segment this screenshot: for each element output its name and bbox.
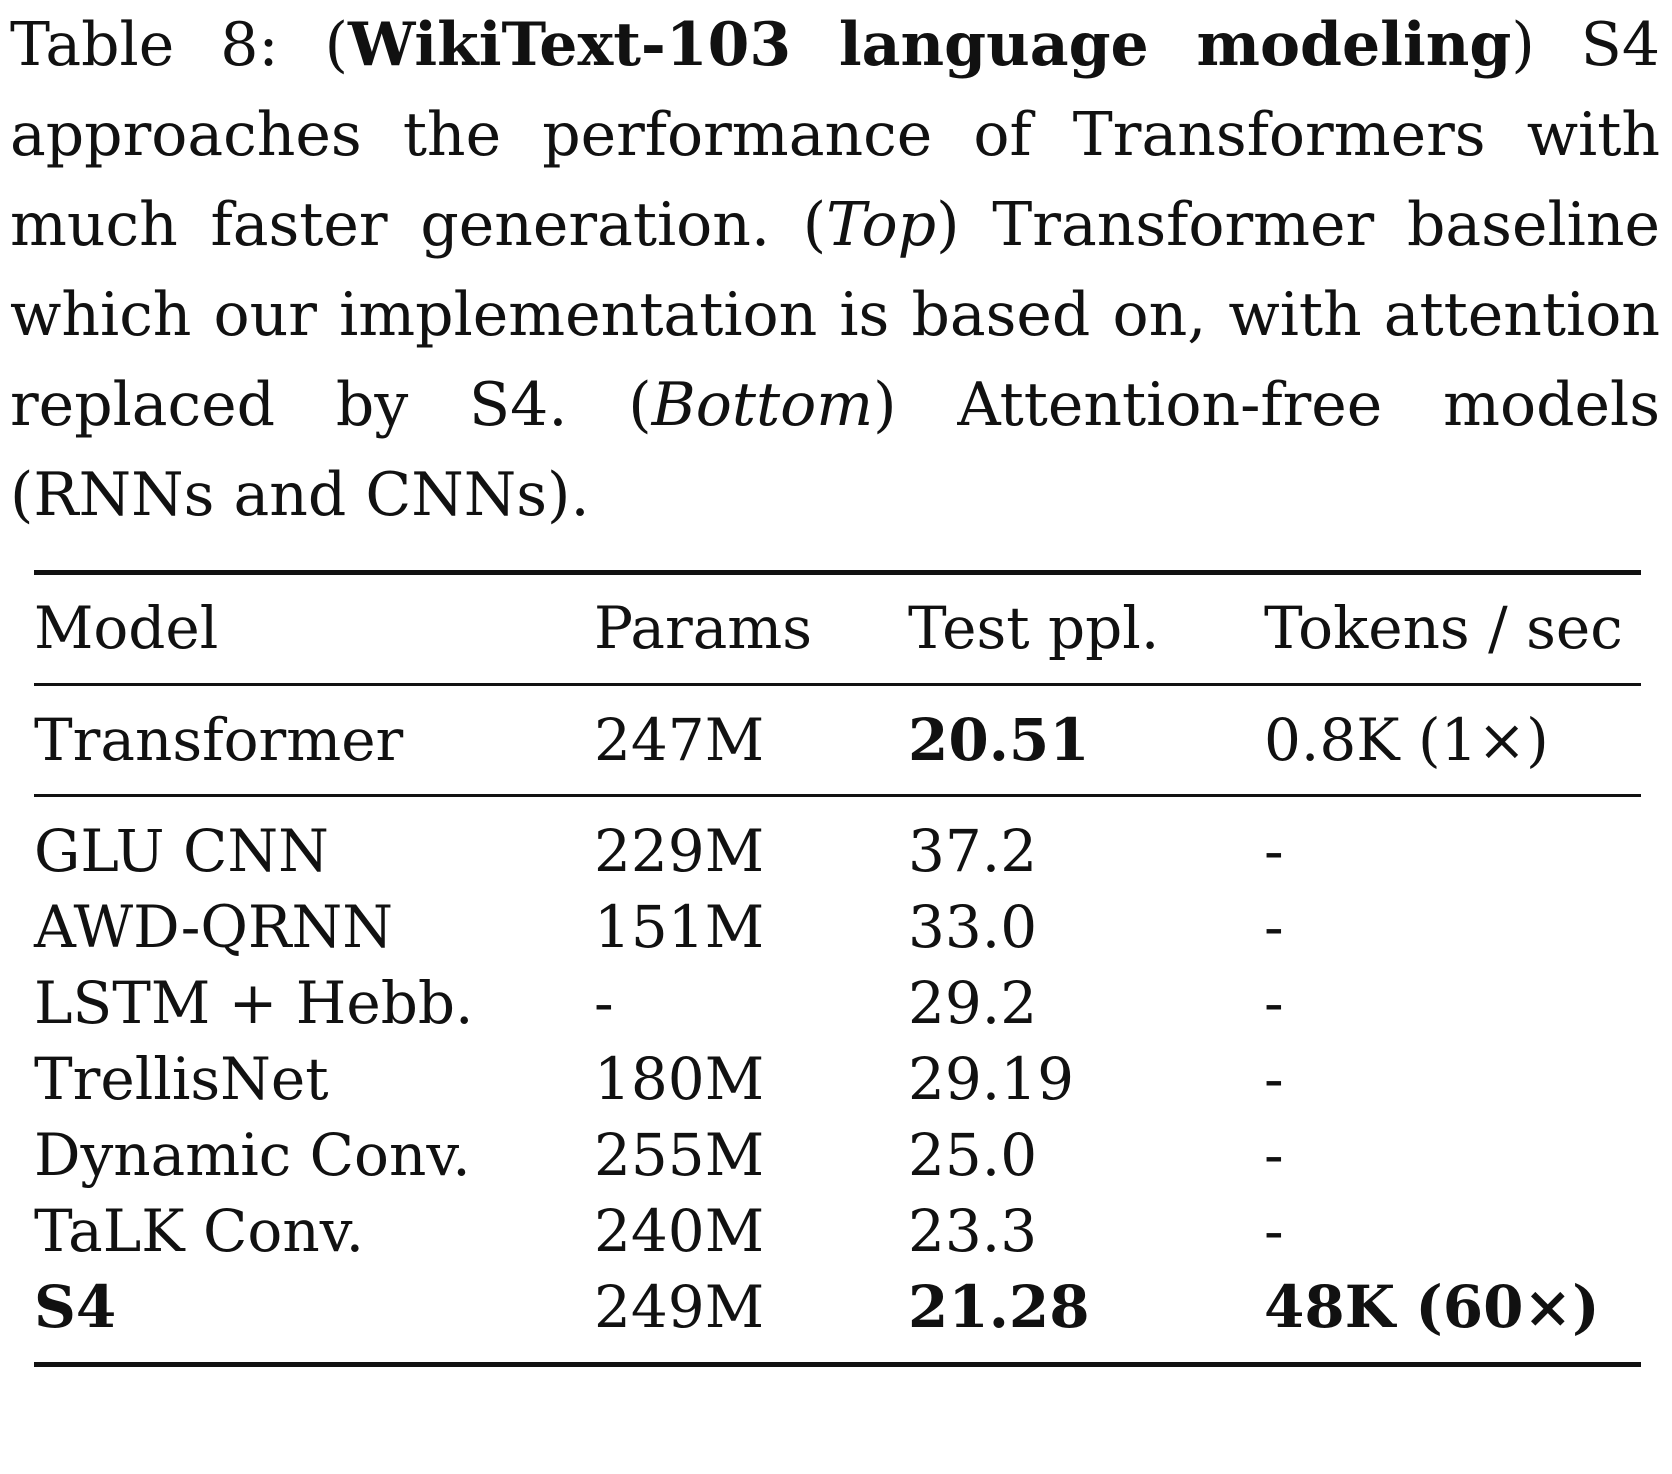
- cell-tokens-per-sec: -: [1264, 893, 1284, 961]
- cell-test-ppl: 29.2: [908, 969, 1038, 1037]
- caption-text-1: S4 approaches the performance of Transformers with much faster generation. (: [10, 10, 1661, 260]
- cell-model: GLU CNN: [34, 817, 329, 885]
- cell-model: LSTM + Hebb.: [34, 969, 474, 1037]
- caption-text-2: ) Transformer baseline which our implementation is based on, with attention replaced by S4. (: [10, 190, 1660, 440]
- cell-params: 151M: [594, 893, 765, 961]
- cell-model: Transformer: [34, 706, 404, 774]
- cell-params: 249M: [594, 1273, 765, 1341]
- cell-model: S4: [34, 1273, 117, 1341]
- table-header-row: [34, 588, 1641, 668]
- table-row: [34, 963, 1641, 1043]
- cell-model: Dynamic Conv.: [34, 1121, 471, 1189]
- cell-params: 229M: [594, 817, 765, 885]
- header-tokens-per-sec: Tokens / sec: [1264, 594, 1623, 662]
- table-row: [34, 1115, 1641, 1195]
- cell-tokens-per-sec: -: [1264, 1045, 1284, 1113]
- cell-test-ppl: 23.3: [908, 1197, 1038, 1265]
- caption-label: Table 8:: [10, 10, 279, 80]
- cell-test-ppl: 33.0: [908, 893, 1038, 961]
- cell-params: 255M: [594, 1121, 765, 1189]
- table-header-rule: [34, 683, 1641, 686]
- table-bottom-rule: [34, 1362, 1641, 1367]
- cell-test-ppl: 37.2: [908, 817, 1038, 885]
- cell-test-ppl: 20.51: [908, 706, 1090, 774]
- table-row: [34, 700, 1641, 780]
- caption-bottom-label: Bottom: [651, 370, 874, 440]
- caption-close-paren: ): [1511, 10, 1535, 80]
- cell-model: TaLK Conv.: [34, 1197, 365, 1265]
- cell-tokens-per-sec: -: [1264, 817, 1284, 885]
- table-caption: [10, 0, 1660, 540]
- cell-model: TrellisNet: [34, 1045, 329, 1113]
- table-row: [34, 1039, 1641, 1119]
- header-test-ppl: Test ppl.: [908, 594, 1160, 662]
- header-model: Model: [34, 594, 219, 662]
- table-row: [34, 887, 1641, 967]
- caption-top-label: Top: [826, 190, 937, 260]
- cell-params: 240M: [594, 1197, 765, 1265]
- cell-test-ppl: 21.28: [908, 1273, 1090, 1341]
- cell-params: 247M: [594, 706, 765, 774]
- caption-text-3: ) Attention-free models (RNNs and CNNs).: [10, 370, 1661, 530]
- cell-tokens-per-sec: -: [1264, 1197, 1284, 1265]
- cell-tokens-per-sec: -: [1264, 1121, 1284, 1189]
- table-mid-rule: [34, 794, 1641, 797]
- cell-params: 180M: [594, 1045, 765, 1113]
- table-top-rule: [34, 570, 1641, 575]
- cell-tokens-per-sec: -: [1264, 969, 1284, 1037]
- caption-open-paren: (: [324, 10, 349, 80]
- cell-tokens-per-sec: 48K (60×): [1264, 1273, 1600, 1341]
- table-row: [34, 1267, 1641, 1347]
- cell-test-ppl: 25.0: [908, 1121, 1038, 1189]
- cell-tokens-per-sec: 0.8K (1×): [1264, 706, 1549, 774]
- cell-model: AWD-QRNN: [34, 893, 394, 961]
- table-row: [34, 811, 1641, 891]
- header-params: Params: [594, 594, 813, 662]
- cell-params: -: [594, 969, 614, 1037]
- caption-title: WikiText-103 language modeling: [348, 10, 1512, 80]
- table-row: [34, 1191, 1641, 1271]
- cell-test-ppl: 29.19: [908, 1045, 1075, 1113]
